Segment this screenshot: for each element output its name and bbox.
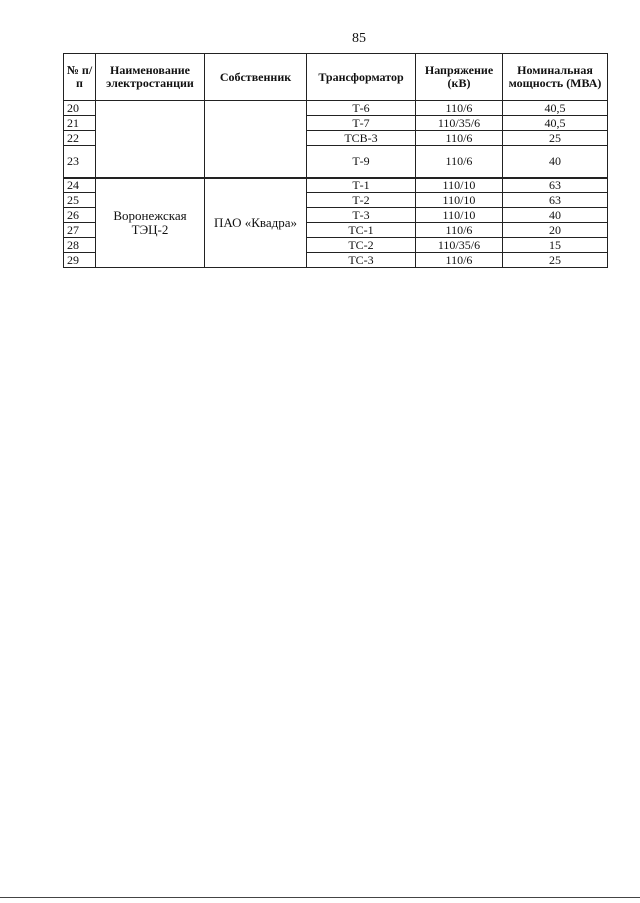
cell-voltage: 110/35/6 [416,238,503,253]
cell-power: 63 [503,178,608,193]
cell-transformer: ТС-3 [307,253,416,268]
cell-power: 20 [503,223,608,238]
cell-station-name: Воронежская ТЭЦ-2 [96,178,205,268]
cell-transformer: ТС-1 [307,223,416,238]
cell-voltage: 110/10 [416,178,503,193]
footer-rule [0,897,640,898]
cell-power: 40,5 [503,116,608,131]
cell-num: 25 [64,193,96,208]
cell-power: 40,5 [503,101,608,116]
cell-power: 40 [503,146,608,178]
cell-num: 20 [64,101,96,116]
cell-owner-empty [205,101,307,178]
header-station-name: Наименование электростанции [96,54,205,101]
cell-transformer: Т-6 [307,101,416,116]
cell-transformer: Т-1 [307,178,416,193]
cell-voltage: 110/35/6 [416,116,503,131]
cell-num: 28 [64,238,96,253]
cell-owner: ПАО «Квадра» [205,178,307,268]
cell-power: 25 [503,253,608,268]
cell-voltage: 110/6 [416,131,503,146]
cell-voltage: 110/6 [416,253,503,268]
cell-power: 40 [503,208,608,223]
header-power: Номинальная мощность (МВА) [503,54,608,101]
table-header-row [64,54,608,101]
cell-transformer: ТС-2 [307,238,416,253]
header-owner: Собственник [205,54,307,101]
header-num: № п/п [64,54,96,101]
cell-transformer: Т-3 [307,208,416,223]
cell-num: 26 [64,208,96,223]
cell-transformer: Т-2 [307,193,416,208]
cell-power: 25 [503,131,608,146]
cell-power: 63 [503,193,608,208]
cell-transformer: ТСВ-3 [307,131,416,146]
transformer-table [63,53,608,268]
cell-transformer: Т-7 [307,116,416,131]
cell-voltage: 110/6 [416,101,503,116]
cell-num: 21 [64,116,96,131]
header-transformer: Трансформатор [307,54,416,101]
cell-voltage: 110/6 [416,223,503,238]
cell-voltage: 110/10 [416,193,503,208]
cell-num: 29 [64,253,96,268]
cell-num: 27 [64,223,96,238]
page-number: 85 [352,31,366,46]
cell-num: 23 [64,146,96,178]
cell-transformer: Т-9 [307,146,416,178]
cell-voltage: 110/6 [416,146,503,178]
cell-num: 22 [64,131,96,146]
cell-num: 24 [64,178,96,193]
cell-power: 15 [503,238,608,253]
table-row [64,101,608,116]
header-voltage: Напряжение (кВ) [416,54,503,101]
cell-station-empty [96,101,205,178]
cell-voltage: 110/10 [416,208,503,223]
table-row [64,178,608,193]
